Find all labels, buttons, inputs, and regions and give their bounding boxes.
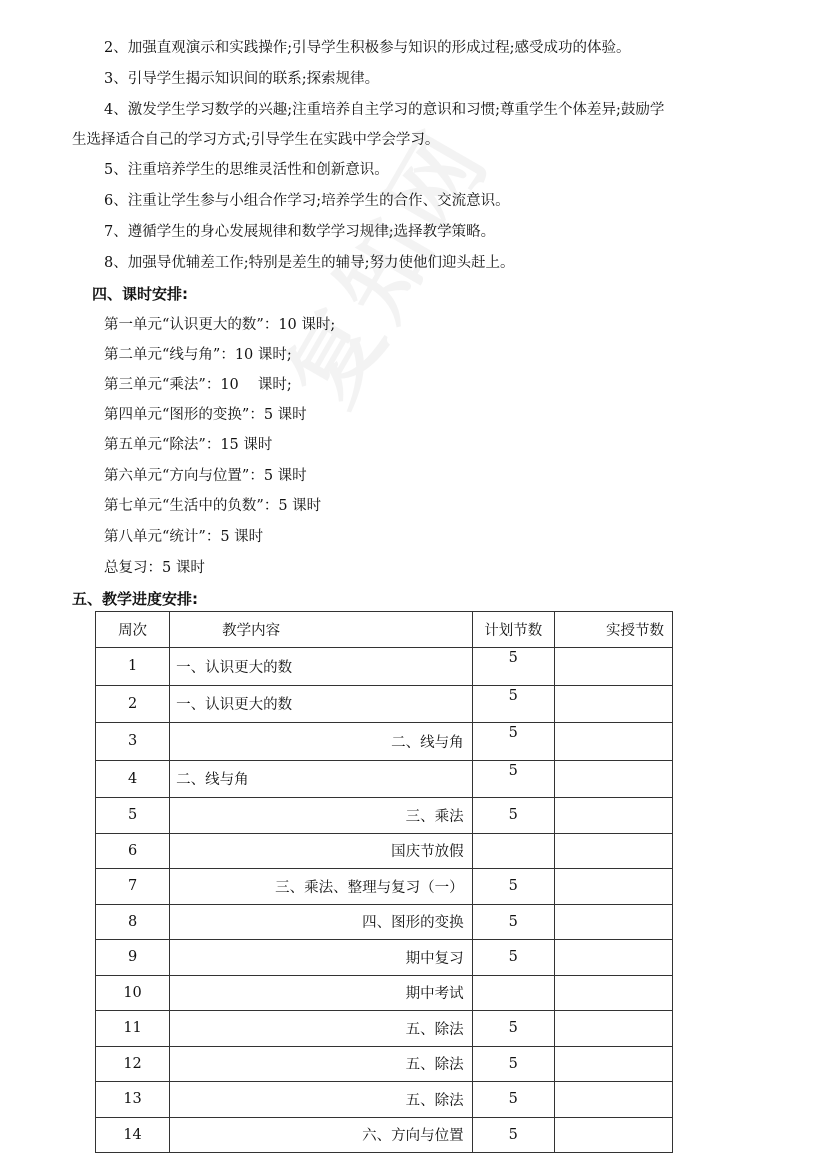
- content-cell: 五、除法: [170, 1011, 473, 1047]
- week-cell: 14: [96, 1117, 170, 1153]
- header-content: 教学内容: [170, 612, 473, 648]
- planned-cell: 5: [472, 648, 554, 686]
- actual-cell: [554, 1117, 672, 1153]
- content-cell: 五、除法: [170, 1082, 473, 1118]
- measure-item: 2、加强直观演示和实践操作;引导学生积极参与知识的形成过程;感受成功的体验。: [104, 40, 631, 56]
- week-cell: 8: [96, 904, 170, 940]
- content-cell: 一、认识更大的数: [170, 685, 473, 723]
- week-cell: 10: [96, 975, 170, 1011]
- planned-cell: 5: [472, 869, 554, 905]
- progress-table: [95, 611, 673, 1153]
- content-cell: 期中考试: [170, 975, 473, 1011]
- content-cell: 国庆节放假: [170, 833, 473, 869]
- week-cell: 6: [96, 833, 170, 869]
- table-row: [96, 1046, 673, 1082]
- actual-cell: [554, 1046, 672, 1082]
- table-row: [96, 975, 673, 1011]
- table-row: [96, 685, 673, 723]
- planned-cell: 5: [472, 1082, 554, 1118]
- lesson-hours-item: 第一单元“认识更大的数”：10 课时;: [104, 317, 336, 333]
- week-cell: 3: [96, 723, 170, 761]
- planned-cell: 5: [472, 904, 554, 940]
- lesson-hours-item: 第五单元“除法”：15 课时: [104, 437, 273, 453]
- measure-item: 4、激发学生学习数学的兴趣;注重培养自主学习的意识和习惯;尊重学生个体差异;鼓励学 生选择适合自己的学习方式;引导学生在实践中学会学习。: [72, 102, 665, 148]
- week-cell: 11: [96, 1011, 170, 1047]
- lesson-hours-item: 第二单元“线与角”：10 课时;: [104, 347, 292, 363]
- planned-cell: 5: [472, 760, 554, 798]
- table-row: [96, 869, 673, 905]
- planned-cell: [472, 975, 554, 1011]
- table-row: [96, 648, 673, 686]
- table-header-row: [96, 612, 673, 648]
- week-cell: 12: [96, 1046, 170, 1082]
- content-cell: 五、除法: [170, 1046, 473, 1082]
- table-row: [96, 723, 673, 761]
- table-row: [96, 1082, 673, 1118]
- table-row: [96, 1011, 673, 1047]
- actual-cell: [554, 798, 672, 834]
- actual-cell: [554, 869, 672, 905]
- header-actual: 实授节数: [554, 612, 672, 648]
- content-cell: 三、乘法: [170, 798, 473, 834]
- section-heading-progress: 五、教学进度安排:: [72, 590, 198, 608]
- lesson-hours-item: 第七单元“生活中的负数”：5 课时: [104, 498, 322, 514]
- lesson-hours-item: 总复习：5 课时: [104, 560, 205, 576]
- table-row: [96, 798, 673, 834]
- lesson-hours-item: 第六单元“方向与位置”：5 课时: [104, 468, 307, 484]
- planned-cell: 5: [472, 1046, 554, 1082]
- actual-cell: [554, 648, 672, 686]
- week-cell: 2: [96, 685, 170, 723]
- actual-cell: [554, 833, 672, 869]
- planned-cell: 5: [472, 940, 554, 976]
- measure-item: 8、加强导优辅差工作;特别是差生的辅导;努力使他们迎头赶上。: [104, 255, 515, 271]
- content-cell: 二、线与角: [170, 760, 473, 798]
- week-cell: 4: [96, 760, 170, 798]
- planned-cell: 5: [472, 723, 554, 761]
- header-planned: 计划节数: [472, 612, 554, 648]
- week-cell: 9: [96, 940, 170, 976]
- actual-cell: [554, 904, 672, 940]
- week-cell: 13: [96, 1082, 170, 1118]
- measure-item: 3、引导学生揭示知识间的联系;探索规律。: [104, 71, 380, 87]
- section-heading-schedule: 四、课时安排:: [92, 285, 188, 303]
- week-cell: 5: [96, 798, 170, 834]
- measure-item: 7、遵循学生的身心发展规律和数学学习规律;选择教学策略。: [104, 224, 496, 240]
- content-cell: 六、方向与位置: [170, 1117, 473, 1153]
- planned-cell: 5: [472, 1011, 554, 1047]
- planned-cell: 5: [472, 1117, 554, 1153]
- measure-item: 5、注重培养学生的思维灵活性和创新意识。: [104, 162, 389, 178]
- measure-item: 6、注重让学生参与小组合作学习;培养学生的合作、交流意识。: [104, 193, 510, 209]
- planned-cell: [472, 833, 554, 869]
- table-row: [96, 1117, 673, 1153]
- lesson-hours-item: 第四单元“图形的变换”：5 课时: [104, 407, 307, 423]
- actual-cell: [554, 723, 672, 761]
- table-row: [96, 760, 673, 798]
- table-row: [96, 904, 673, 940]
- content-cell: 二、线与角: [170, 723, 473, 761]
- week-cell: 1: [96, 648, 170, 686]
- actual-cell: [554, 940, 672, 976]
- actual-cell: [554, 975, 672, 1011]
- planned-cell: 5: [472, 798, 554, 834]
- content-cell: 三、乘法、整理与复习（一）: [170, 869, 473, 905]
- week-cell: 7: [96, 869, 170, 905]
- actual-cell: [554, 1011, 672, 1047]
- planned-cell: 5: [472, 685, 554, 723]
- content-cell: 四、图形的变换: [170, 904, 473, 940]
- content-cell: 期中复习: [170, 940, 473, 976]
- actual-cell: [554, 685, 672, 723]
- table-row: [96, 833, 673, 869]
- lesson-hours-item: 第三单元“乘法”：10 课时;: [104, 377, 292, 393]
- content-cell: 一、认识更大的数: [170, 648, 473, 686]
- actual-cell: [554, 760, 672, 798]
- lesson-hours-item: 第八单元“统计”：5 课时: [104, 529, 264, 545]
- header-week: 周次: [96, 612, 170, 648]
- table-row: [96, 940, 673, 976]
- actual-cell: [554, 1082, 672, 1118]
